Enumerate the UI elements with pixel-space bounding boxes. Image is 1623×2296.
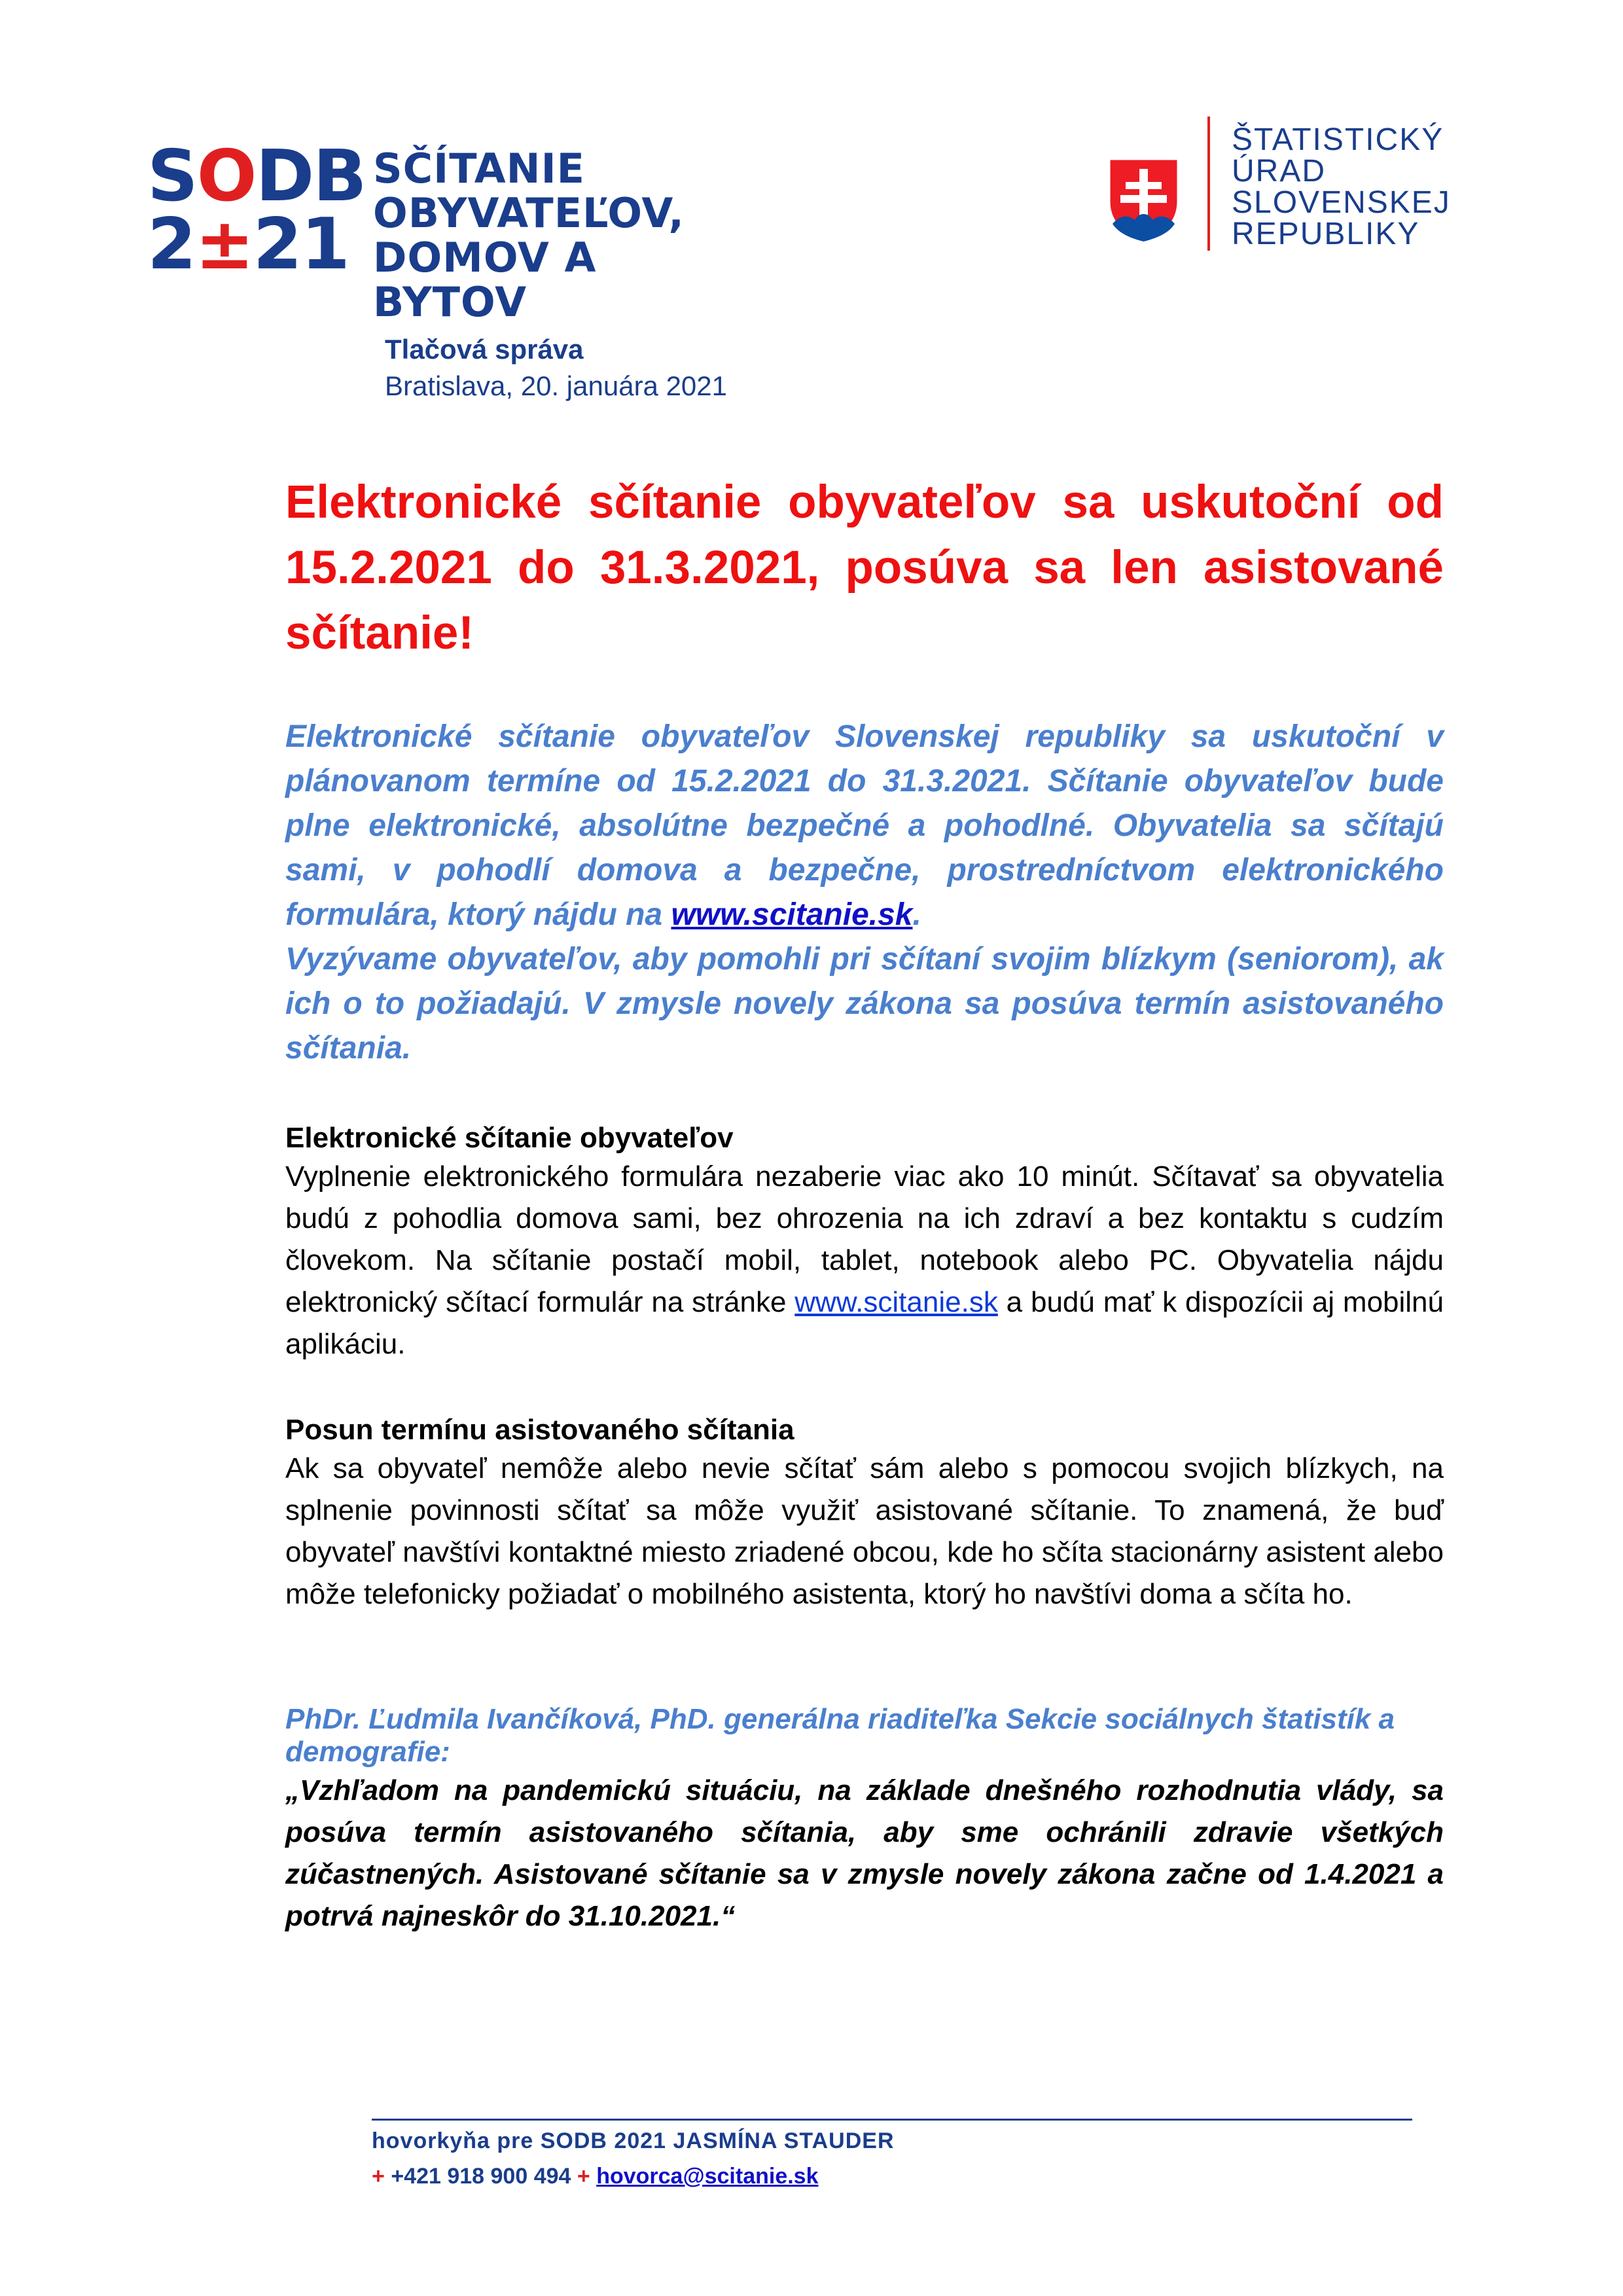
sodb-2021-logo xyxy=(147,135,710,326)
section-title-electronic-census: Elektronické sčítanie obyvateľov xyxy=(285,1122,734,1154)
footer-phone[interactable]: +421 918 900 494 xyxy=(391,2164,571,2189)
lead-paragraph xyxy=(285,715,1444,1071)
plus-separator: + xyxy=(577,2164,590,2189)
lead-part-2: Vyzývame obyvateľov, aby pomohli pri sčítaní svojim blízkym (seniorom), ak ich o to požiadajú. V zmysle novely zákona sa posúva termín asistovaného sčítania. xyxy=(285,942,1444,1066)
section-body-electronic-census: Vyplnenie elektronického formulára nezaberie viac ako 10 minút. Sčítavať sa obyvatelia budú z pohodlia domova sami, bez ohrozenia na ich zdraví a bez kontaktu s cudzím človekom. Na sčítanie postačí mobil, tablet, notebook alebo PC. Obyvatelia nájdu elektronický sčítací formulár na stránke www.scitanie.sk a budú mať k dispozícii aj mobilnú aplikáciu. xyxy=(285,1160,1444,1360)
footer-contact xyxy=(372,2164,819,2189)
sodb-logo-mark-bottom: 2±21 xyxy=(147,204,349,285)
quote-text: „Vzhľadom na pandemickú situáciu, na základe dnešného rozhodnutia vlády, sa posúva termín asistovaného sčítania, aby sme ochránili zdravie všetkých zúčastnených. Asistované sčítanie sa v zmysle novely zákona začne od 1.4.2021 a potrvá najneskôr do 31.10.2021.“ xyxy=(285,1774,1444,1932)
logo-divider xyxy=(1207,117,1210,251)
press-release-label: Tlačová správa xyxy=(385,334,584,365)
footer-email-link[interactable]: hovorca@scitanie.sk xyxy=(596,2164,819,2189)
slovak-coat-of-arms-icon xyxy=(1106,156,1181,244)
sodb-logo-mark-top: SODB xyxy=(147,135,366,217)
statistical-office-logo xyxy=(1106,117,1512,267)
press-release-date: Bratislava, 20. januára 2021 xyxy=(385,370,728,401)
scitanie-link[interactable]: www.scitanie.sk xyxy=(671,897,913,932)
plus-separator: + xyxy=(372,2164,385,2189)
statistical-office-name: ŠTATISTICKÝ ÚRAD SLOVENSKEJ REPUBLIKY xyxy=(1232,122,1451,251)
headline: Elektronické sčítanie obyvateľov sa uskutoční od 15.2.2021 do 31.3.2021, posúva sa len asistované sčítanie! xyxy=(285,476,1444,659)
footer-divider xyxy=(372,2119,1412,2121)
sodb-logo-text: SČÍTANIE OBYVATEĽOV, DOMOV A BYTOV xyxy=(373,145,685,326)
scitanie-link[interactable]: www.scitanie.sk xyxy=(794,1286,998,1318)
footer-spokesperson: hovorkyňa pre SODB 2021 JASMÍNA STAUDER xyxy=(372,2128,895,2153)
section-body-assisted-census: Ak sa obyvateľ nemôže alebo nevie sčítať sám alebo s pomocou svojich blízkych, na splnenie povinnosti sčítať sa môže využiť asistované sčítanie. To znamená, že buď obyvateľ navštívi kontaktné miesto zriadené obcou, kde ho sčíta stacionárny asistent alebo môže telefonicky požiadať o mobilného asistenta, ktorý ho navštívi doma a sčíta ho. xyxy=(285,1452,1444,1610)
section-title-assisted-census: Posun termínu asistovaného sčítania xyxy=(285,1414,794,1446)
quote-author: PhDr. Ľudmila Ivančíková, PhD. generálna riaditeľka Sekcie sociálnych štatistík a demografie: xyxy=(285,1703,1395,1768)
lead-part-1: Elektronické sčítanie obyvateľov Slovenskej republiky sa uskutoční v plánovanom termíne od 15.2.2021 do 31.3.2021. Sčítanie obyvateľov bude plne elektronické, absolútne bezpečné a pohodlné. Obyvatelia sa sčítajú sami, v pohodlí domova a bezpečne, prostredníctvom elektronického formulára, ktorý nájdu na www.scitanie.sk. xyxy=(285,719,1444,932)
